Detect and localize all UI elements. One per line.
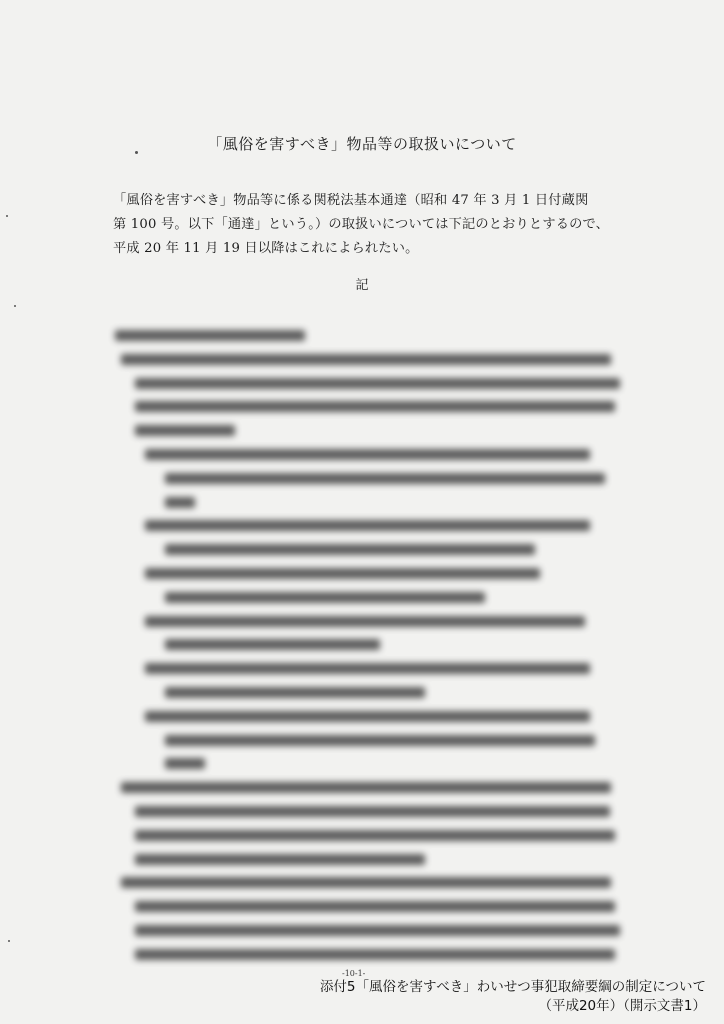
redacted-body-text <box>115 330 620 973</box>
attachment-note-line: （平成20年）（開示文書1） <box>538 998 706 1014</box>
attachment-note-line: 添付5「風俗を害すべき」わいせつ事犯取締要綱の制定について <box>319 979 706 995</box>
intro-paragraph <box>113 189 613 261</box>
scan-speck <box>14 305 16 307</box>
intro-line: 「風俗を害すべき」物品等に係る関税法基本通達（昭和 47 年 3 月 1 日付蔵関 <box>113 193 589 208</box>
ki-heading: 記 <box>355 278 369 293</box>
intro-line: 平成 20 年 11 月 19 日以降はこれによられたい。 <box>113 241 419 256</box>
document-title: 「風俗を害すべき」物品等の取扱いについて <box>207 135 517 153</box>
intro-line: 第 100 号。以下「通達」という。）の取扱いについては下記のとおりとするので、 <box>113 217 609 232</box>
page-number: -10-1- <box>342 969 366 978</box>
attachment-note <box>320 978 706 1016</box>
scan-speck <box>6 215 8 217</box>
scan-speck <box>8 940 10 942</box>
